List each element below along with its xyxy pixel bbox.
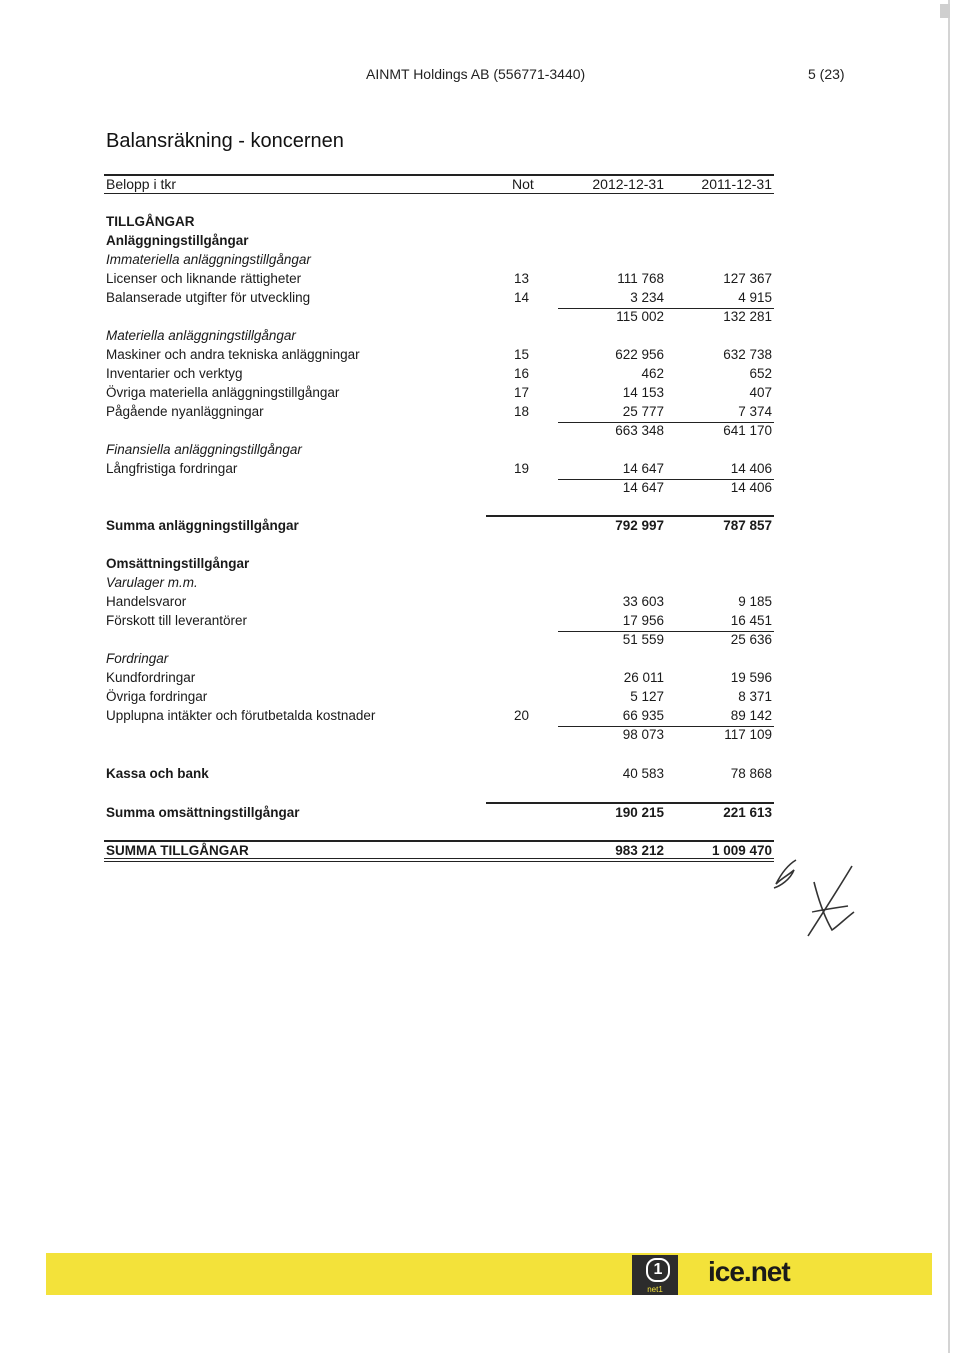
table-row [0,651,960,670]
table-row [0,766,960,785]
row-value-2012: 462 [641,366,664,381]
summary-rule [486,515,774,517]
row-value-2012: 14 153 [622,385,664,400]
row-value-2012: 3 234 [630,290,664,305]
row-label: Maskiner och andra tekniska anläggningar [106,347,360,362]
row-value-2012: 25 777 [622,404,664,419]
row-note: 15 [514,347,530,362]
row-label: TILLGÅNGAR [106,214,195,229]
row-note: 19 [514,461,530,476]
row-value-2011: 117 109 [724,727,772,742]
subtotal-row [0,423,960,442]
table-row [0,290,960,309]
table-row [0,385,960,404]
table-row [0,252,960,271]
row-value-2012: 14 647 [622,461,664,476]
row-value-2012: 190 215 [615,805,664,820]
subtotal-row [0,632,960,651]
table-row [0,708,960,727]
row-value-2012: 792 997 [615,518,664,533]
row-note: 16 [514,366,530,381]
row-label: Varulager m.m. [106,575,198,590]
page-number: 5 (23) [808,66,845,82]
table-row [0,594,960,613]
table-row [0,347,960,366]
row-value-2012: 663 348 [615,423,664,438]
row-value-2012: 622 956 [615,347,664,362]
row-label: Kundfordringar [106,670,196,685]
row-value-2011: 14 406 [730,461,772,476]
row-label: Övriga fordringar [106,689,208,704]
table-row [0,689,960,708]
row-value-2012: 66 935 [622,708,664,723]
row-value-2011: 19 596 [730,670,772,685]
table-row [0,271,960,290]
summary-row [0,805,960,824]
row-value-2011: 78 868 [730,766,772,781]
row-label: Handelsvaror [106,594,187,609]
row-label: Materiella anläggningstillgångar [106,328,296,343]
row-label: Upplupna intäkter och förutbetalda kostnader [106,708,376,723]
row-value-2012: 983 212 [615,843,664,858]
row-value-2011: 1 009 470 [711,843,772,858]
table-row [0,328,960,347]
row-label: Övriga materiella anläggningstillgångar [106,385,340,400]
footer-banner [46,1253,932,1295]
company-header: AINMT Holdings AB (556771-3440) [366,66,586,82]
row-value-2011: 8 371 [738,689,772,704]
row-label: Inventarier och verktyg [106,366,243,381]
row-value-2011: 14 406 [730,480,772,495]
row-value-2012: 111 768 [617,271,664,286]
row-label: Omsättningstillgångar [106,556,250,571]
row-note: 17 [514,385,530,400]
subtotal-row [0,309,960,328]
row-value-2012: 98 073 [622,727,664,742]
row-label: Långfristiga fordringar [106,461,238,476]
row-label: Balanserade utgifter för utveckling [106,290,311,305]
row-value-2011: 652 [749,366,772,381]
row-value-2011: 16 451 [730,613,772,628]
row-label: Pågående nyanläggningar [106,404,264,419]
row-note: 13 [514,271,530,286]
table-row [0,404,960,423]
summary-row [0,518,960,537]
row-label: Summa omsättningstillgångar [106,805,300,820]
subtotal-row [0,480,960,499]
row-value-2011: 7 374 [738,404,772,419]
total-top-rule [104,840,774,842]
row-value-2011: 9 185 [738,594,772,609]
table-row [0,366,960,385]
row-value-2011: 127 367 [723,271,772,286]
row-value-2011: 407 [749,385,772,400]
row-value-2012: 115 002 [616,309,664,324]
row-value-2011: 132 281 [723,309,772,324]
row-note: 18 [514,404,530,419]
row-label: Summa anläggningstillgångar [106,518,299,533]
row-value-2012: 17 956 [622,613,664,628]
header-bottom-rule [104,193,774,194]
table-row [0,613,960,632]
subtotal-row [0,727,960,746]
row-value-2012: 5 127 [630,689,664,704]
scan-mark [940,4,950,18]
row-note: 20 [514,708,530,723]
logo-number: 1 [646,1258,670,1282]
row-value-2011: 89 142 [730,708,772,723]
row-note: 14 [514,290,530,305]
row-value-2011: 4 915 [738,290,772,305]
row-value-2012: 51 559 [622,632,664,647]
page-title: Balansräkning - koncernen [106,130,344,152]
row-label: Anläggningstillgångar [106,233,249,248]
row-value-2012: 14 647 [622,480,664,495]
row-label: Kassa och bank [106,766,209,781]
table-row [0,556,960,575]
row-label: Förskott till leverantörer [106,613,248,628]
table-row [0,442,960,461]
column-header-note: Not [512,176,534,192]
header-top-rule [104,174,774,176]
row-value-2011: 25 636 [730,632,772,647]
table-row [0,214,960,233]
row-value-2011: 221 613 [723,805,772,820]
row-value-2012: 26 011 [623,670,664,685]
column-header-label: Belopp i tkr [106,176,177,192]
net1-logo [632,1255,678,1295]
summary-rule [486,802,774,804]
row-label: SUMMA TILLGÅNGAR [106,843,249,858]
handwritten-initials [756,852,866,942]
row-value-2011: 787 857 [723,518,772,533]
row-label: Finansiella anläggningstillgångar [106,442,302,457]
row-label: Licenser och liknande rättigheter [106,271,302,286]
row-value-2011: 632 738 [723,347,772,362]
row-value-2012: 40 583 [622,766,664,781]
table-row [0,461,960,480]
row-value-2011: 641 170 [723,423,772,438]
column-header-2012: 2012-12-31 [592,176,664,192]
table-row [0,575,960,594]
logo-subtext: net1 [647,1285,663,1294]
column-header-2011: 2011-12-31 [701,176,772,192]
row-label: Immateriella anläggningstillgångar [106,252,311,267]
brand-logo: ice.net [708,1256,790,1287]
table-row [0,233,960,252]
table-row [0,670,960,689]
row-value-2012: 33 603 [622,594,664,609]
row-label: Fordringar [106,651,169,666]
